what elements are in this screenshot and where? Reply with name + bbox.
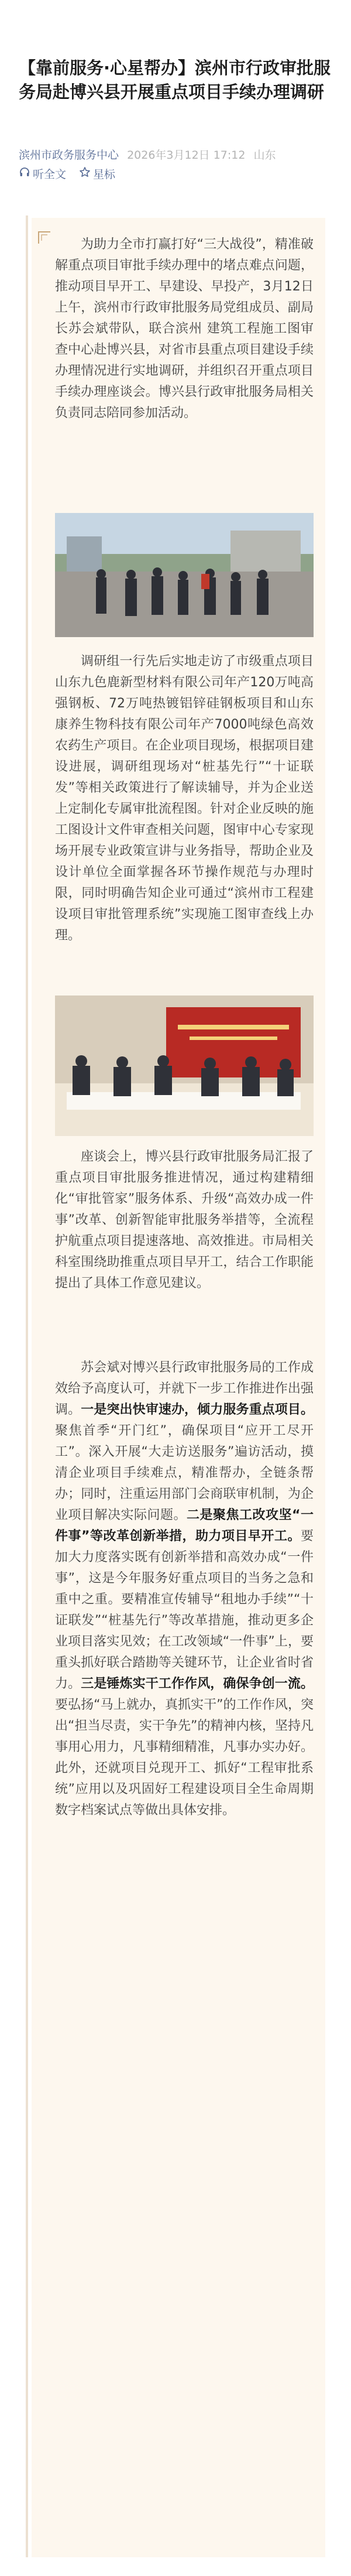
summary-text-4: 要弘扬“马上就办，真抓实干”的工作作风，突出“担当尽责，实干争先”的精神内核，坚持凡事用心用力，凡事精细精准，凡事办实办好。此外，还就项目兑现开工、抓好“工程审批系统”应用以及巩固好工程建设项目全生命周期数字档案试点等做出具体安排。	[55, 1698, 314, 1818]
article-meta	[19, 146, 335, 162]
summary-point-1: 一是突出快审速办，倾力服务重点项目。	[81, 1402, 314, 1417]
summary-point-2: 二是聚焦工改攻坚“一件事”等改革创新举措，助力项目早开工。	[55, 1508, 314, 1544]
paragraph-meeting: 座谈会上，博兴县行政审批服务局汇报了重点项目审批服务推进情况，通过构建精细化“审批管家”服务体系、升级“高效办成一件事”改革、创新智能审批服务举措等，全流程护航重点项目提速落地、高效推进。市局相关科室围绕助推重点项目早开工，结合工作职能提出了具体工作意见建议。	[55, 1150, 314, 1291]
quote-corner-icon	[36, 230, 53, 246]
paragraph-intro: 为助力全市打赢打好“三大战役”，精准破解重点项目审批手续办理中的堵点难点问题，推动项目早开工、早建设、早投产，3月12日上午，滨州市行政审批服务局党组成员、副局长苏会斌带队，联合滨州 建筑工程施工图审查中心赴博兴县，对省市县重点项目建设手续办理情况进行实地调研，并组织召开重点项目手续办理座谈会。博兴县行政审批服务局相关负责同志陪同参加活动。	[55, 237, 314, 420]
site-visit-photo	[55, 513, 314, 637]
article-actions	[19, 166, 115, 182]
listen-button[interactable]	[19, 166, 66, 182]
account-name[interactable]: 滨州市政务服务中心	[19, 149, 119, 162]
star-icon	[79, 166, 91, 181]
summary-text-1: 苏会斌对博兴县行政审批服务局的工作成效给予高度认可，并就下一步工作推进作出强调。	[55, 1360, 314, 1417]
star-button[interactable]	[79, 166, 115, 182]
listen-label: 听全文	[33, 168, 67, 181]
star-label: 星标	[93, 168, 116, 181]
headphone-icon	[19, 166, 30, 181]
paragraph-site-visit: 调研组一行先后实地走访了市级重点项目山东九色鹿新型材料有限公司年产120万吨高强钢板、72万吨热镀铝锌硅钢板项目和山东康养生物科技有限公司年产7000吨绿色高效农药生产项目。在企业项目现场，根据项目建设进展，调研组现场对“桩基先行”“十证联发”等相关政策进行了解读辅导，并为企业送上定制化专属审批流程图。针对企业反映的施工图设计文件审查相关问题，图审中心专家现场开展专业政策宣讲与业务指导，帮助企业及设计单位全面掌握各环节操作规范与办理时限，同时明确告知企业可通过“滨州市工程建设项目审批管理系统”实现施工图审查线上办理。	[55, 654, 314, 943]
paragraph-summary	[55, 1357, 314, 1821]
summary-text-2: 聚焦首季“开门红”，确保项目“应开工尽开工”。深入开展“大走访送服务”遍访活动，摸清企业项目手续难点，精准帮办，全链条帮办；同时，注重运用部门会商联审机制，为企业项目解决实际问题。	[55, 1424, 314, 1523]
article-title: 【靠前服务·心星帮办】滨州市行政审批服务局赴博兴县开展重点项目手续办理调研	[19, 58, 331, 102]
publish-location: 山东	[253, 149, 276, 162]
publish-date: 2026年3月12日 17:12	[127, 149, 246, 162]
meeting-photo	[55, 995, 314, 1136]
summary-text-3: 要加大力度落实既有创新举措和高效办成“一件事”，这是今年服务好重点项目的当务之急和重中之重。要精准宣传辅导“租地办手续”“十证联发”“桩基先行”等改革措施，推动更多企业项目落实见效；在工改领域“一件事”上，要重头抓好联合踏勘等关键环节，让企业省时省力。	[55, 1529, 314, 1691]
summary-point-3: 三是锤炼实干工作作风，确保争创一流。	[81, 1677, 314, 1691]
